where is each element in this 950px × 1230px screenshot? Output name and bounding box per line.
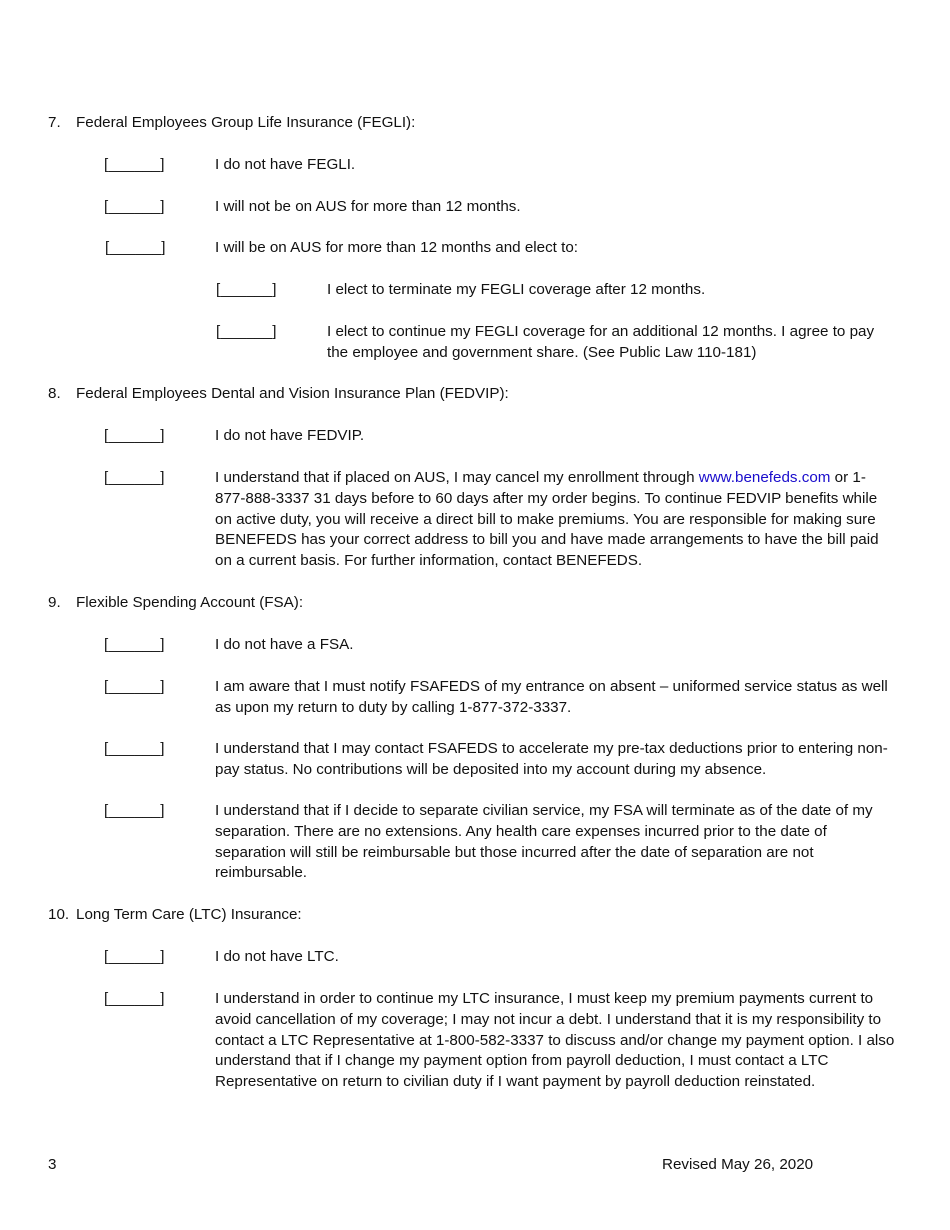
fegli-over-12-text: I will be on AUS for more than 12 months and elect to: — [215, 239, 579, 256]
fedvip-no-coverage-blank[interactable]: [______] — [104, 427, 165, 444]
fegli-no-coverage-blank[interactable]: [______] — [104, 156, 165, 173]
section-8-number: 8. — [48, 385, 61, 402]
section-9-number: 9. — [48, 594, 61, 611]
fedvip-no-coverage-text: I do not have FEDVIP. — [215, 427, 365, 444]
fsa-separate-blank[interactable]: [______] — [104, 802, 165, 819]
fsa-accelerate-blank[interactable]: [______] — [104, 740, 165, 757]
fsa-no-account-text: I do not have a FSA. — [215, 636, 354, 653]
fegli-continue-text: I elect to continue my FEGLI coverage for an additional 12 months. I agree to pay the employee and government share. (See Public Law 110-181) — [327, 323, 875, 361]
fsa-notify-text: I am aware that I must notify FSAFEDS of my entrance on absent – uniformed service status as well as upon my return to duty by calling 1-877-372-3337. — [215, 678, 888, 716]
ltc-no-coverage-blank[interactable]: [______] — [104, 948, 165, 965]
section-9-title: Flexible Spending Account (FSA): — [76, 594, 304, 611]
fegli-under-12-blank[interactable]: [______] — [104, 198, 165, 215]
fegli-under-12-text: I will not be on AUS for more than 12 months. — [215, 198, 521, 215]
section-10-title: Long Term Care (LTC) Insurance: — [76, 906, 302, 923]
fedvip-cancel-text-end: or 1-877-888-3337 31 days before to 60 days after my order begins. To continue FEDVIP benefits while on active duty, you will receive a direct bill to make premiums. You are responsible for making sure BENEFEDS has your correct address to bill you and have made arrangements to have the bill paid on a current basis. For further information, contact BENEFEDS. — [215, 469, 879, 570]
section-7-title: Federal Employees Group Life Insurance (FEGLI): — [76, 114, 416, 131]
fegli-terminate-text: I elect to terminate my FEGLI coverage after 12 months. — [327, 281, 706, 298]
fegli-no-coverage-text: I do not have FEGLI. — [215, 156, 356, 173]
fsa-separate-text: I understand that if I decide to separate civilian service, my FSA will terminate as of the date of my separation. There are no extensions. Any health care expenses incurred prior to the date of separation will still be reimbursable but those incurred after the date of separation are not reimbursable. — [215, 802, 873, 882]
section-8-title: Federal Employees Dental and Vision Insurance Plan (FEDVIP): — [76, 385, 509, 402]
ltc-continue-text: I understand in order to continue my LTC insurance, I must keep my premium payments current to avoid cancellation of my coverage; I may not incur a debt. I understand that it is my responsibility to contact a LTC Representative at 1-800-582-3337 to discuss and/or change my payment option. I also understand that if I change my payment option from payroll deduction, I must contact a LTC Representative on return to civilian duty if I want payment by payroll deduction reinstated. — [215, 990, 895, 1091]
section-10-number: 10. — [48, 906, 70, 923]
fegli-continue-blank[interactable]: [______] — [216, 323, 277, 340]
ltc-continue-blank[interactable]: [______] — [104, 990, 165, 1007]
fedvip-cancel-text-start: I understand that if placed on AUS, I may cancel my enrollment through — [215, 469, 699, 486]
page-number: 3 — [48, 1156, 57, 1173]
fedvip-cancel-blank[interactable]: [______] — [104, 469, 165, 486]
fegli-terminate-blank[interactable]: [______] — [216, 281, 277, 298]
benefeds-link[interactable]: www.benefeds.com — [698, 469, 831, 486]
fsa-accelerate-text: I understand that I may contact FSAFEDS to accelerate my pre-tax deductions prior to entering non-pay status. No contributions will be deposited into my account during my absence. — [215, 740, 888, 778]
section-7-number: 7. — [48, 114, 61, 131]
ltc-no-coverage-text: I do not have LTC. — [215, 948, 339, 965]
fsa-notify-blank[interactable]: [______] — [104, 678, 165, 695]
fsa-no-account-blank[interactable]: [______] — [104, 636, 165, 653]
fegli-over-12-blank[interactable]: [______] — [105, 239, 166, 256]
revised-date: Revised May 26, 2020 — [662, 1156, 814, 1173]
fedvip-cancel-text — [215, 468, 895, 572]
